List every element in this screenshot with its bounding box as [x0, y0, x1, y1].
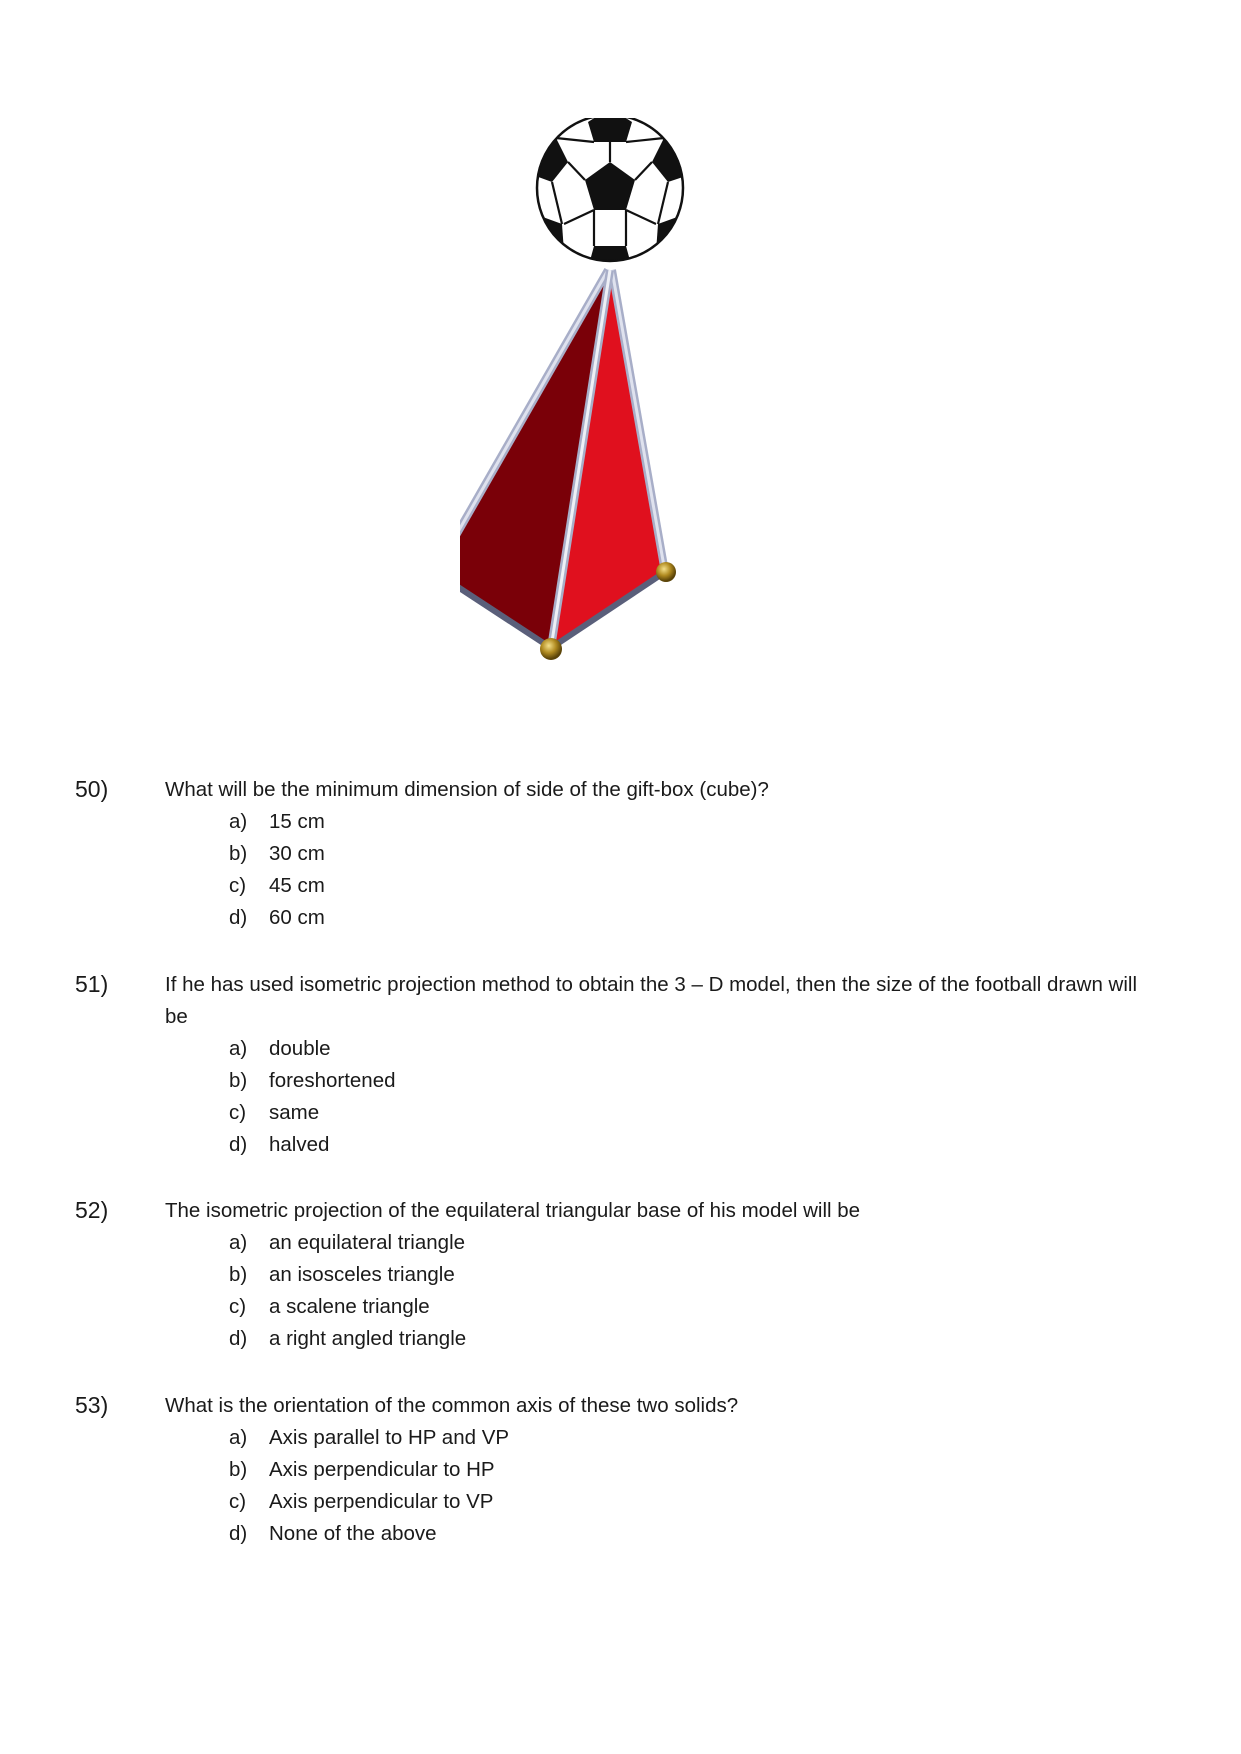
question-text: If he has used isometric projection method to obtain the 3 – D model, then the size of the football drawn will be — [165, 973, 1138, 1028]
question-number: 52) — [75, 1197, 109, 1223]
question-number: 50) — [75, 776, 109, 802]
option-a — [229, 1227, 466, 1259]
option-text: 45 cm — [269, 874, 325, 897]
option-d — [229, 1323, 466, 1355]
option-text: Axis perpendicular to HP — [269, 1458, 495, 1481]
option-c — [229, 1097, 396, 1129]
option-b — [229, 1259, 466, 1291]
option-c — [229, 870, 325, 902]
option-letter: a) — [229, 1037, 248, 1060]
option-letter: c) — [229, 1101, 247, 1124]
option-text: Axis perpendicular to VP — [269, 1490, 494, 1513]
option-letter: a) — [229, 810, 248, 833]
option-text: double — [269, 1037, 331, 1060]
option-d — [229, 1129, 396, 1161]
option-list — [229, 1422, 509, 1550]
option-letter: d) — [229, 1133, 248, 1156]
option-list — [229, 1033, 396, 1161]
question-text: What is the orientation of the common axis of these two solids? — [165, 1394, 739, 1417]
question-text: What will be the minimum dimension of side of the gift-box (cube)? — [165, 778, 769, 801]
option-letter: d) — [229, 1327, 248, 1350]
option-b — [229, 1454, 509, 1486]
option-text: a right angled triangle — [269, 1327, 467, 1350]
option-letter: b) — [229, 1458, 248, 1481]
option-text: foreshortened — [269, 1069, 396, 1092]
option-a — [229, 1422, 509, 1454]
option-letter: d) — [229, 906, 248, 929]
option-letter: c) — [229, 1490, 247, 1513]
question-number: 53) — [75, 1392, 109, 1418]
option-c — [229, 1291, 466, 1323]
option-a — [229, 1033, 396, 1065]
option-letter: a) — [229, 1426, 248, 1449]
option-letter: c) — [229, 1295, 247, 1318]
option-a — [229, 806, 325, 838]
option-letter: a) — [229, 1231, 248, 1254]
option-letter: b) — [229, 1069, 248, 1092]
option-d — [229, 902, 325, 934]
option-text: same — [269, 1101, 320, 1124]
option-letter: c) — [229, 874, 247, 897]
question-number: 51) — [75, 971, 109, 997]
option-list — [229, 1227, 466, 1355]
option-text: an equilateral triangle — [269, 1231, 466, 1254]
option-c — [229, 1486, 509, 1518]
option-letter: b) — [229, 1263, 248, 1286]
option-b — [229, 1065, 396, 1097]
option-text: an isosceles triangle — [269, 1263, 455, 1286]
option-text: 30 cm — [269, 842, 325, 865]
option-list — [229, 806, 325, 934]
option-text: Axis parallel to HP and VP — [269, 1426, 510, 1449]
option-text: a scalene triangle — [269, 1295, 430, 1318]
option-text: None of the above — [269, 1522, 437, 1545]
option-letter: b) — [229, 842, 248, 865]
option-text: 60 cm — [269, 906, 325, 929]
question-text: The isometric projection of the equilateral triangular base of his model will be — [165, 1199, 861, 1222]
option-text: 15 cm — [269, 810, 325, 833]
option-text: halved — [269, 1133, 330, 1156]
option-d — [229, 1518, 509, 1550]
option-b — [229, 838, 325, 870]
option-letter: d) — [229, 1522, 248, 1545]
